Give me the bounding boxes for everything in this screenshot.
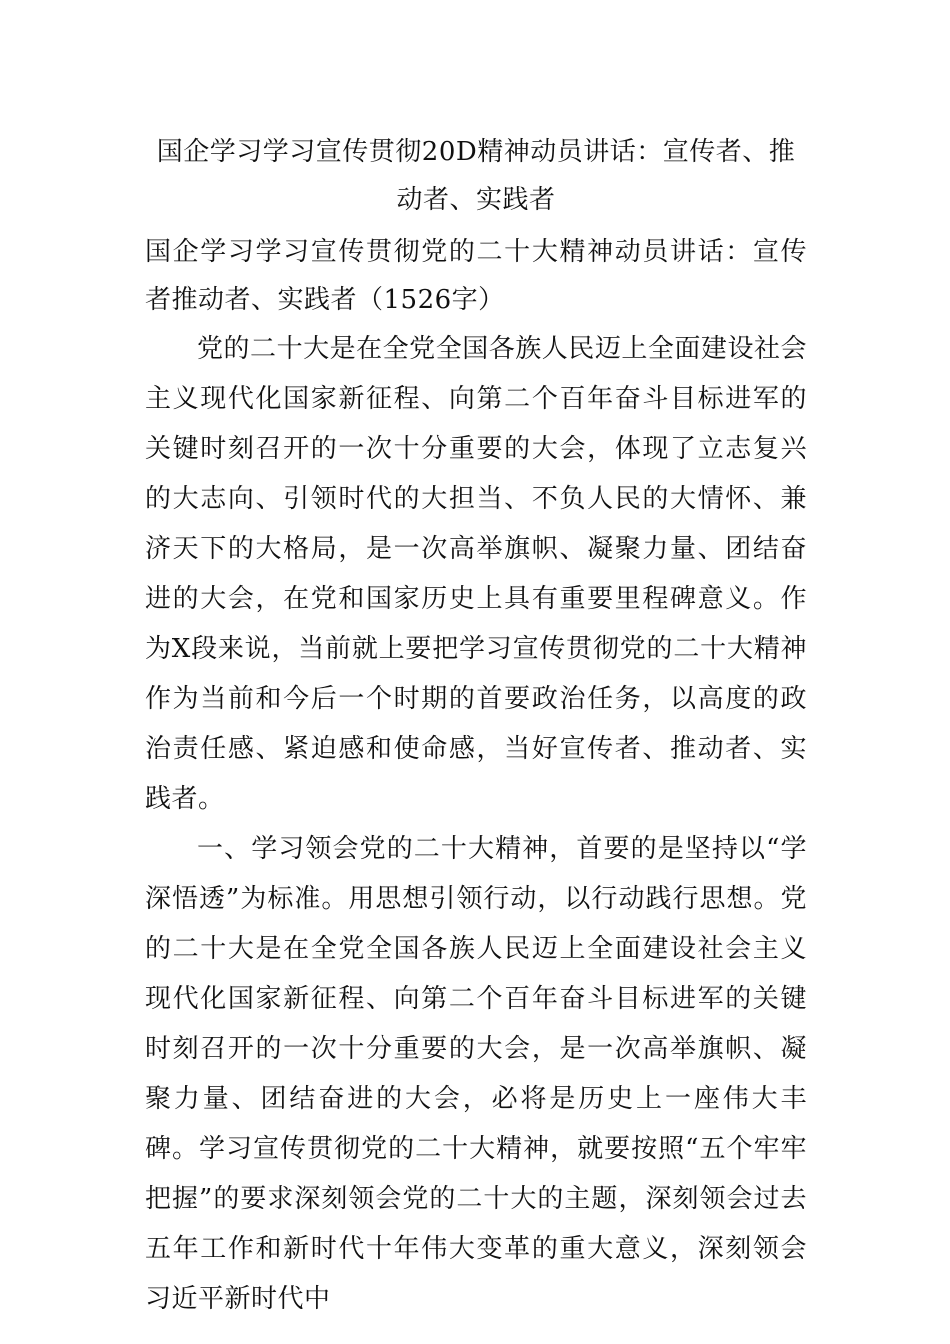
- paragraph-intro: 党的二十大是在全党全国各族人民迈上全面建设社会主义现代化国家新征程、向第二个百年奋斗目标进军的关键时刻召开的一次十分重要的大会，体现了立志复兴的大志向、引领时代的大担当、不负人民的大情怀、兼济天下的大格局，是一次高举旗帜、凝聚力量、团结奋进的大会，在党和国家历史上具有重要里程碑意义。作为X段来说，当前就上要把学习宣传贯彻党的二十大精神作为当前和今后一个时期的首要政治任务，以高度的政治责任感、紧迫感和使命感，当好宣传者、推动者、实践者。: [145, 334, 807, 814]
- document-title: 国企学习学习宣传贯彻20D精神动员讲话：宣传者、推动者、实践者: [156, 137, 796, 215]
- document-page: [145, 128, 807, 1324]
- document-subtitle: 国企学习学习宣传贯彻党的二十大精神动员讲话：宣传者推动者、实践者（1526字）: [145, 237, 807, 315]
- paragraph-section-one: 一、学习领会党的二十大精神，首要的是坚持以“学深悟透”为标准。用思想引领行动，以行动践行思想。党的二十大是在全党全国各族人民迈上全面建设社会主义现代化国家新征程、向第二个百年奋斗目标进军的关键时刻召开的一次十分重要的大会，是一次高举旗帜、凝聚力量、团结奋进的大会，必将是历史上一座伟大丰碑。学习宣传贯彻党的二十大精神，就要按照“五个牢牢把握”的要求深刻领会党的二十大的主题，深刻领会过去五年工作和新时代十年伟大变革的重大意义，深刻领会习近平新时代中: [145, 834, 807, 1314]
